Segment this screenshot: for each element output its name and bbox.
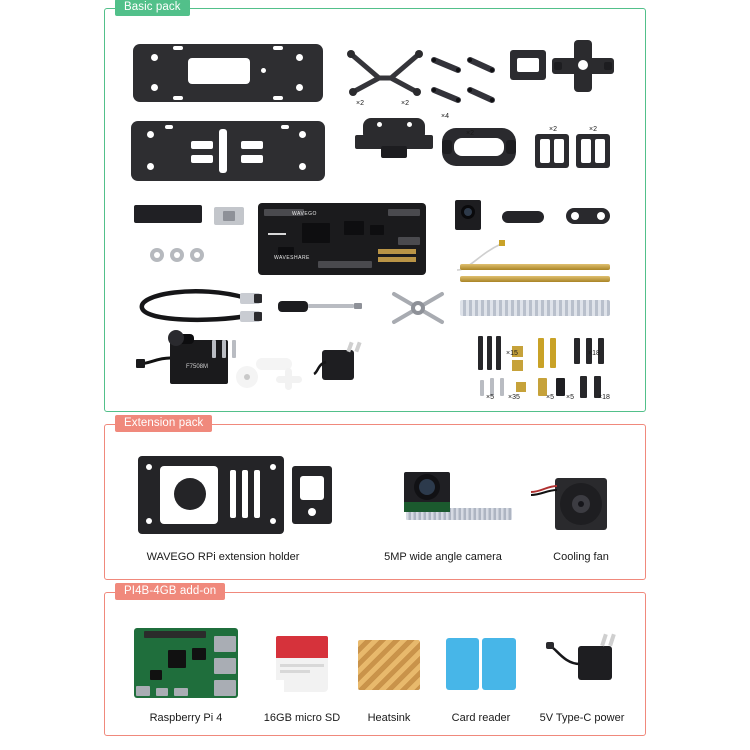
qty-label: ×18 bbox=[598, 394, 610, 401]
micro-sd-card bbox=[276, 636, 328, 692]
raspberry-pi-4-board bbox=[134, 628, 238, 698]
bracket-block-right bbox=[576, 134, 610, 168]
extension-pack-title: Extension pack bbox=[115, 415, 212, 432]
qty-label: ×35 bbox=[508, 394, 520, 401]
chassis-plate-bottom bbox=[131, 121, 325, 181]
servo-label: F7508M bbox=[186, 364, 209, 370]
pcb-label-wavego: WAVEGO bbox=[292, 211, 317, 217]
power-adapter-basic bbox=[318, 340, 362, 384]
screwdriver bbox=[278, 298, 364, 316]
body-mount-piece bbox=[355, 118, 433, 160]
card-reader bbox=[446, 638, 516, 690]
rpi-extension-holder bbox=[138, 456, 284, 534]
cross-wrench bbox=[388, 288, 448, 328]
heatsink bbox=[358, 640, 420, 690]
bracket-block-left bbox=[535, 134, 569, 168]
chassis-plate-top bbox=[133, 44, 323, 102]
camera-module-small bbox=[455, 200, 481, 230]
battery-shell bbox=[442, 128, 516, 166]
qty-label: ×2 bbox=[589, 126, 597, 133]
linkage-arms bbox=[345, 44, 425, 100]
basic-pack-title: Basic pack bbox=[115, 0, 190, 16]
gold-rail-bottom bbox=[460, 276, 610, 282]
type-c-power-adapter bbox=[546, 628, 616, 692]
qty-label: ×2 bbox=[466, 130, 474, 137]
caption-extension-holder: WAVEGO RPi extension holder bbox=[146, 551, 300, 563]
caption-card-reader: Card reader bbox=[451, 712, 511, 724]
qty-label: ×5 bbox=[566, 394, 574, 401]
caption-micro-sd: 16GB micro SD bbox=[263, 712, 341, 724]
qty-label: ×2 bbox=[549, 126, 557, 133]
caption-heatsink: Heatsink bbox=[367, 712, 411, 724]
servo-horn-round bbox=[236, 366, 258, 388]
flex-strip bbox=[460, 300, 610, 316]
usb-cable bbox=[128, 288, 252, 328]
short-link-set bbox=[428, 52, 496, 104]
gold-rail-top bbox=[460, 264, 610, 270]
camera-bracket bbox=[292, 466, 332, 524]
cross-hub-part bbox=[552, 40, 614, 92]
caption-5mp-camera: 5MP wide angle camera bbox=[384, 551, 502, 563]
qty-label: ×2 bbox=[401, 100, 409, 107]
washer-set bbox=[150, 248, 210, 262]
pcb-label-waveshare: WAVESHARE bbox=[274, 255, 310, 261]
silver-bracket bbox=[214, 207, 244, 225]
double-hole-plate bbox=[566, 208, 610, 224]
qty-label: ×15 bbox=[506, 350, 518, 357]
cooling-fan bbox=[555, 478, 607, 530]
qty-label: ×2 bbox=[356, 100, 364, 107]
qty-label: ×18 bbox=[588, 350, 600, 357]
qty-label: ×5 bbox=[546, 394, 554, 401]
pi4b-pack-title: PI4B-4GB add-on bbox=[115, 583, 225, 600]
fastener-group bbox=[476, 336, 614, 400]
qty-label: ×5 bbox=[486, 394, 494, 401]
wavego-driver-board bbox=[258, 203, 426, 275]
battery-bar bbox=[134, 205, 202, 223]
qty-label: ×4 bbox=[441, 113, 449, 120]
camera-module-5mp bbox=[404, 472, 450, 512]
caption-raspberry-pi-4: Raspberry Pi 4 bbox=[149, 712, 223, 724]
rectangular-bracket bbox=[510, 50, 546, 80]
servo-screws bbox=[212, 340, 242, 362]
caption-type-c-power: 5V Type-C power bbox=[539, 712, 625, 724]
servo-horn-cross bbox=[276, 368, 302, 390]
cylinder-part bbox=[502, 211, 544, 223]
caption-cooling-fan: Cooling fan bbox=[553, 551, 609, 563]
